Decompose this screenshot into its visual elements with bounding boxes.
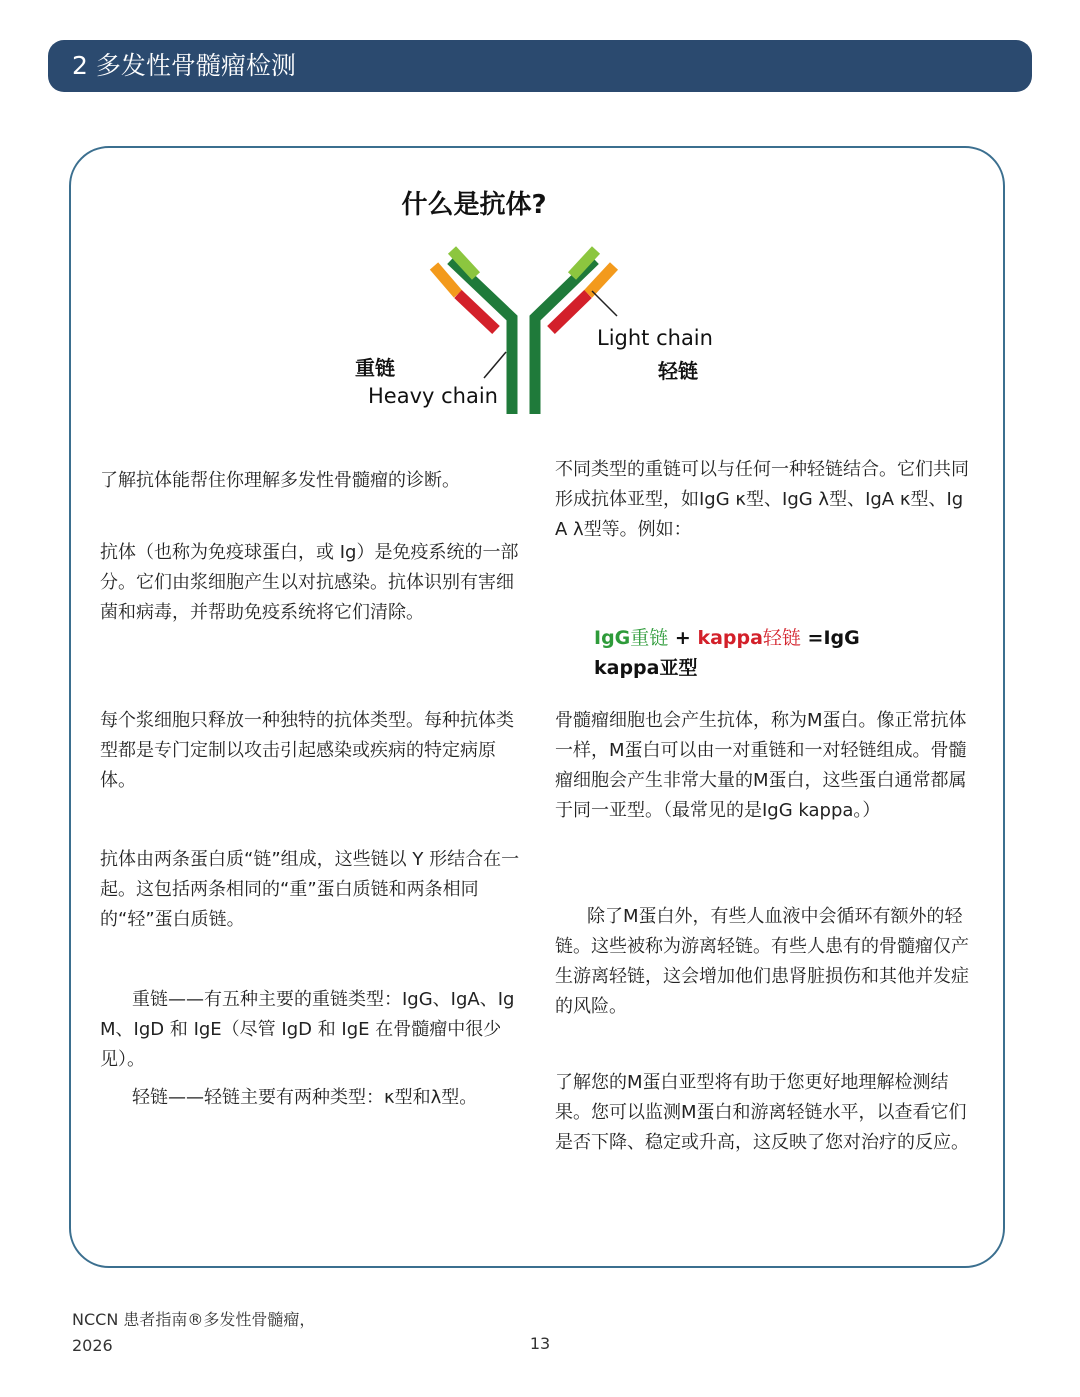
formula-result: kappa亚型 <box>594 657 698 679</box>
subtype-formula <box>594 623 894 683</box>
left-paragraph-6: 轻链——轻链主要有两种类型：κ型和λ型。 <box>132 1087 478 1108</box>
formula-heavy: 重链 <box>630 627 669 649</box>
left-paragraph-5: 重链——有五种主要的重链类型：IgG、IgA、IgM、IgD 和 IgE（尽管 IgD 和 IgE 在骨髓瘤中很少见）。 <box>100 989 515 1070</box>
formula-plus: + <box>668 627 698 649</box>
footer-source-line2: 2026 <box>72 1336 113 1355</box>
right-paragraph-1: 不同类型的重链可以与任何一种轻链结合。它们共同形成抗体亚型，如IgG κ型、IgG λ型、IgA κ型、IgA λ型等。例如： <box>555 459 969 540</box>
light-chain-label-cn: 轻链 <box>658 359 698 383</box>
page-number: 13 <box>529 1334 551 1353</box>
heavy-chain-label-cn: 重链 <box>355 356 395 380</box>
left-paragraph-3: 每个浆细胞只释放一种独特的抗体类型。每种抗体类型都是专门定制以攻击引起感染或疾病的特定病原体。 <box>100 710 514 791</box>
heavy-chain-label-en: Heavy chain <box>368 384 498 408</box>
section-header-bar <box>48 40 1032 92</box>
formula-light: 轻链 <box>762 627 801 649</box>
right-paragraph-4: 了解您的M蛋白亚型将有助于您更好地理解检测结果。您可以监测M蛋白和游离轻链水平，以查看它们是否下降、稳定或升高，这反映了您对治疗的反应。 <box>555 1072 969 1153</box>
right-paragraph-3: 除了M蛋白外，有些人血液中会循环有额外的轻链。这些被称为游离轻链。有些人患有的骨髓瘤仅产生游离轻链，这会增加他们患肾脏损伤和其他并发症的风险。 <box>555 906 969 1017</box>
left-paragraph-1: 了解抗体能帮住你理解多发性骨髓瘤的诊断。 <box>100 470 460 491</box>
section-title: 2 多发性骨髓瘤检测 <box>72 51 296 80</box>
footer-source <box>72 1307 352 1359</box>
formula-equals: =IgG <box>800 627 860 649</box>
left-paragraph-4: 抗体由两条蛋白质“链”组成，这些链以 Y 形结合在一起。这包括两条相同的“重”蛋白质链和两条相同的“轻”蛋白质链。 <box>100 849 520 930</box>
right-paragraph-2: 骨髓瘤细胞也会产生抗体，称为M蛋白。像正常抗体一样，M蛋白可以由一对重链和一对轻链组成。骨髓瘤细胞会产生非常大量的M蛋白，这些蛋白通常都属于同一亚型。（最常见的是IgG kappa。） <box>555 710 967 821</box>
formula-igg: IgG <box>594 627 631 649</box>
formula-kappa: kappa <box>697 627 763 649</box>
left-paragraph-2: 抗体（也称为免疫球蛋白，或 Ig）是免疫系统的一部分。它们由浆细胞产生以对抗感染。抗体识别有害细菌和病毒，并帮助免疫系统将它们清除。 <box>100 542 519 623</box>
light-chain-label-en: Light chain <box>597 326 713 350</box>
footer-source-line1: NCCN 患者指南®多发性骨髓瘤， <box>72 1310 316 1329</box>
panel-title: 什么是抗体? <box>401 190 547 220</box>
